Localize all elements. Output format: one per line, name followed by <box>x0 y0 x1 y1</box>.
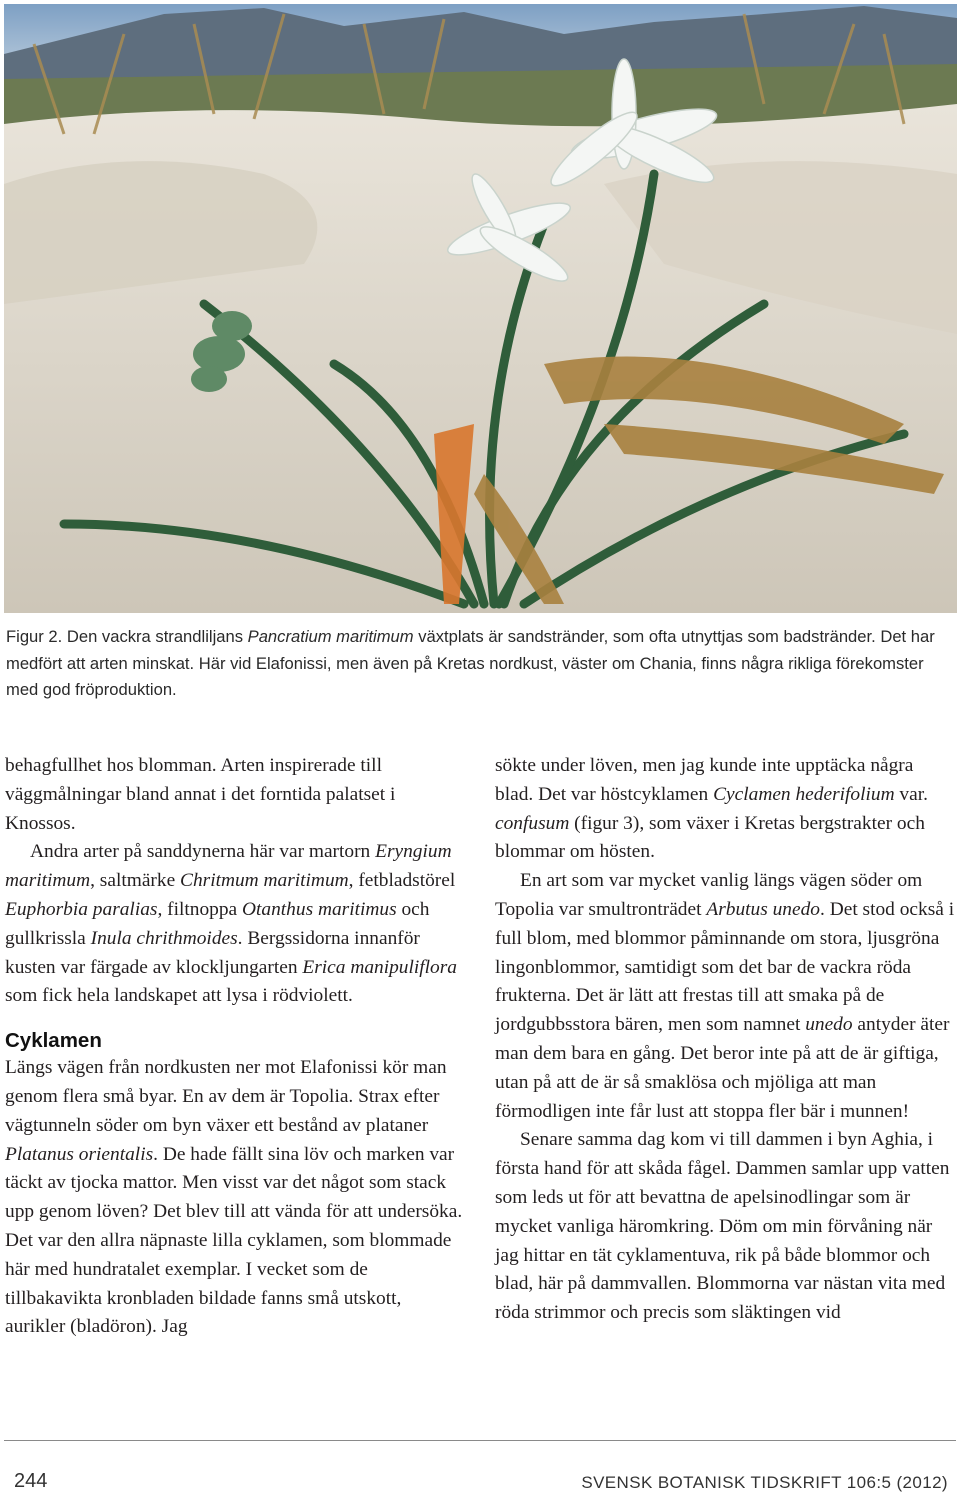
figure-photo <box>4 4 957 613</box>
caption-species: Pancratium maritimum <box>247 627 414 646</box>
figure-caption <box>6 624 950 704</box>
beach-dune-sea-lily-photo <box>4 4 957 613</box>
left-column <box>5 752 465 1342</box>
right-column <box>495 752 955 1328</box>
caption-rest: växtplats är sandstränder, som ofta utnyttjas som badstränder. Det har medfört att arten minskat. Här vid Elafonissi, men även på Kretas nordkust, väster om Chania, finns några rikliga förekomster med god fröproduktion. <box>6 627 935 699</box>
left-paragraph-1: behagfullhet hos blomman. Arten inspirerade till väggmålningar bland annat i det forntida palatset i Knossos. <box>5 755 396 834</box>
footer-divider <box>4 1440 956 1441</box>
page-number: 244 <box>14 1470 48 1492</box>
right-paragraph-3: Senare samma dag kom vi till dammen i byn Aghia, i första hand för att skåda fågel. Dammen samlar upp vatten som leds ut för att bevattna de apelsinodlingar som är mycket vanliga häromkring. Döm om min förvåning när jag hittar en tät cyklamentuva, rik på både blommor och blad, här på dammvallen. Blommorna var nästan vita med röda strimmor och precis som släktingen vid <box>495 1129 950 1324</box>
right-paragraph-1: sökte under löven, men jag kunde inte upptäcka några blad. Det var höstcyklamen Cyclamen hederifolium var. confusum (figur 3), som växer i Kretas bergstrakter och blommar om hösten. <box>495 755 928 863</box>
right-paragraph-2: En art som var mycket vanlig längs vägen söder om Topolia var smultronträdet Arbutus unedo. Det stod också i full blom, med blommor påminnande om stora, ljusgröna lingonblommor, samtidigt som det bar de vackra röda frukterna. Det är lätt att frestas till att smaka på de jordgubbsstora bären, men som namnet unedo antyder äter man dem bara en gång. Det beror inte på att de är giftiga, utan på att de är så smaklösa och mjöliga att man förmodligen inte får lust att stoppa fler bär i munnen! <box>495 870 955 1122</box>
journal-running-head: SVENSK BOTANISK TIDSKRIFT 106:5 (2012) <box>581 1473 948 1492</box>
section-heading: Cyklamen <box>5 1029 102 1053</box>
left-paragraph-3: Längs vägen från nordkusten ner mot Elafonissi kör man genom flera små byar. En av dem är Topolia. Strax efter vägtunneln söder om byn växer ett bestånd av plataner Platanus orientalis. De hade fällt sina löv och marken var täckt av tjocka mattor. Men visst var det något som stack upp genom löven? Det blev till att vända för att undersöka. Det var den allra näpnaste lilla cyklamen, som blommade här med hundratalet exemplar. I vecket som de tillbakavikta kronbladen bildade fanns små utskott, aurikler (bladöron). Jag <box>5 1057 463 1338</box>
left-paragraph-2: Andra arter på sanddynerna här var martorn Eryngium maritimum, saltmärke Chritmum maritimum, fetbladstörel Euphorbia paralias, filtnoppa Otanthus maritimus och gullkrissla Inula chrithmoides. Bergssidorna innanför kusten var färgade av klockljungarten Erica manipuliflora som fick hela landskapet att lysa i rödviolett. <box>5 841 457 1007</box>
caption-lead: Figur 2. Den vackra strandliljans <box>6 627 248 646</box>
